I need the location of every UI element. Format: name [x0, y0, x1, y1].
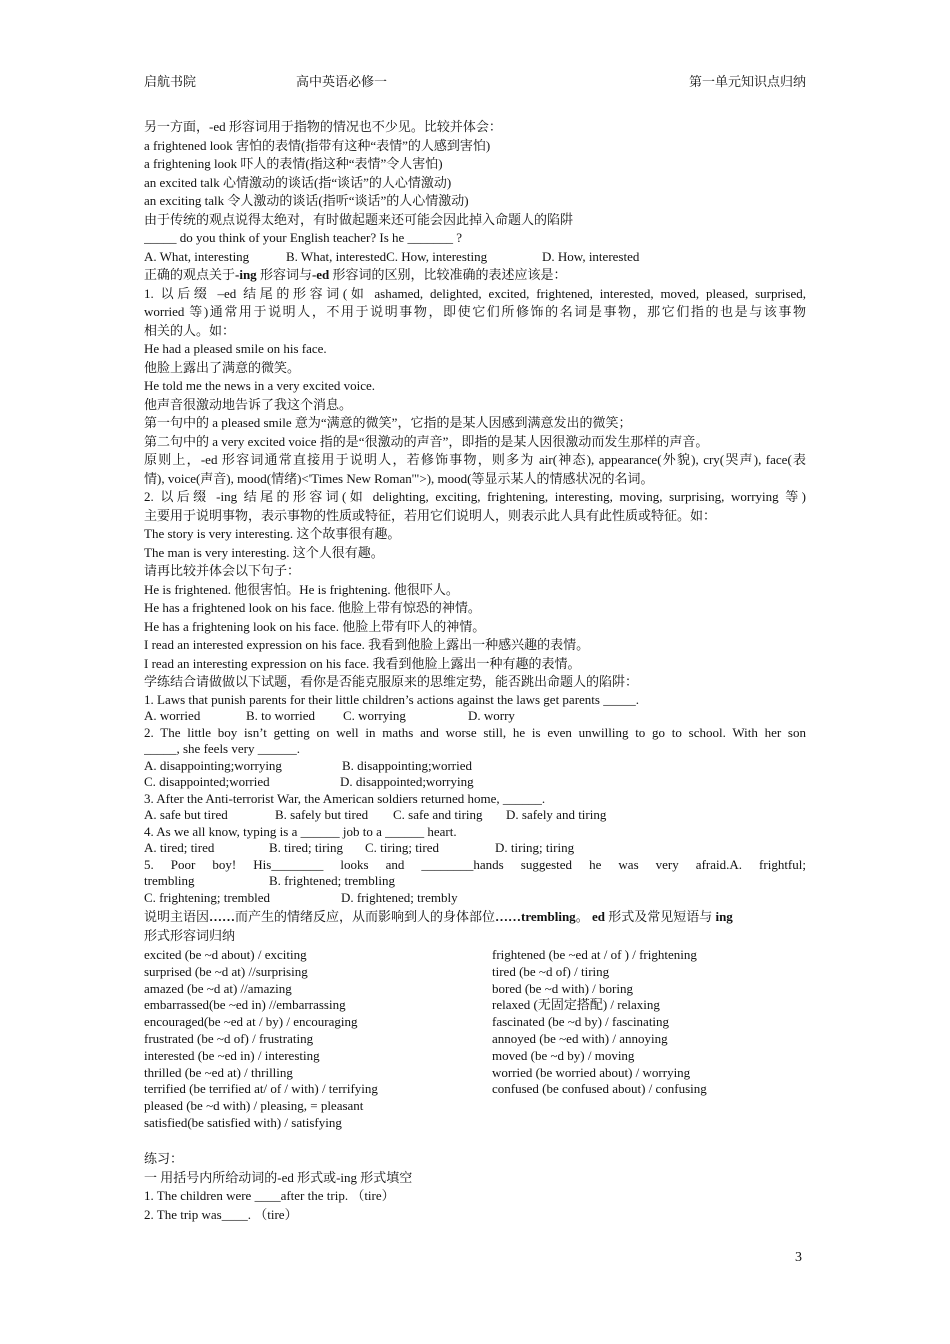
option: D. How, interested [542, 248, 640, 264]
document-body [144, 118, 806, 1224]
exercise-section: 一 用括号内所给动词的-ed 形式或-ing 形式填空 [144, 1169, 413, 1185]
adjective-item: tired (be ~d of) / tiring [492, 963, 610, 979]
text-line: worried 等)通常用于说明人，不用于说明事物，即使它们所修饰的名词是事物，那它们指的也是与该事物 [144, 304, 806, 319]
example-translation: 他脸上露出了满意的微笑。 [144, 359, 301, 375]
question-options [144, 248, 806, 267]
text-line: 第一句中的 a pleased smile 意为“满意的微笑”，它指的是某人因感到满意发出的微笑； [144, 415, 632, 430]
page-number: 3 [795, 1250, 802, 1265]
adjective-item: amazed (be ~d at) //amazing [144, 980, 292, 996]
question-options [144, 840, 806, 857]
header-unit: 第一单元知识点归纳 [688, 74, 806, 89]
option: B. What, interestedC. How, interesting [286, 248, 488, 264]
text-line: 正确的观点关于-ing 形容词与-ed 形容词的区别，比较准确的表述应该是： [144, 267, 567, 282]
adjective-item: terrified (be terrified at/ of / with) / terrifying [144, 1081, 378, 1097]
option: D. disappointed;worrying [340, 774, 474, 789]
adjective-item: frightened (be ~ed at / of ) / frightening [492, 947, 697, 962]
adjective-item: satisfied(be satisfied with) / satisfying [144, 1114, 342, 1130]
option: D. frightened; trembly [341, 889, 458, 905]
option: B. frightened; trembling [269, 873, 396, 888]
text-line: an excited talk 心情激动的谈话(指“谈话”的人心情激动) [144, 174, 452, 190]
option: A. worried [144, 708, 201, 723]
text-line: 由于传统的观点说得太绝对，有时做起题来还可能会因此掉入命题人的陷阱 [144, 211, 574, 227]
summary-line: 说明主语因……而产生的情绪反应，从而影响到人的身体部位……trembling。 ed 形式及常见短语与 ing [144, 909, 733, 924]
example-sentence: I read an interesting expression on his face. 我看到他脸上露出一种有趣的表情。 [144, 655, 581, 671]
text-line: 相关的人。如： [144, 322, 236, 338]
adjective-item: embarrassed(be ~ed in) //embarrassing [144, 997, 346, 1013]
option: B. tired; tiring [269, 840, 344, 855]
adjective-item: surprised (be ~d at) //surprising [144, 963, 308, 979]
option: A. disappointing;worrying [144, 757, 282, 773]
adjective-column-left [144, 947, 378, 1132]
text-line: 原则上，-ed 形容词通常直接用于说明人，若修饰事物，则多为 air(神态), appearance(外貌), cry(哭声), face(表 [144, 452, 806, 467]
option: B. safely but tired [275, 807, 369, 822]
option: C. frightening; trembled [144, 889, 271, 905]
text-line: an exciting talk 令人激动的谈话(指听“谈话”的人心情激动) [144, 193, 469, 208]
header-course: 高中英语必修一 [296, 74, 388, 89]
text-line: 另一方面，-ed 形容词用于指物的情况也不少见。比较并体会： [144, 119, 502, 134]
option: B. disappointing;worried [342, 757, 472, 773]
adjective-item: encouraged(be ~ed at / by) / encouraging [144, 1014, 358, 1030]
option: D. worry [468, 708, 515, 723]
option: trembling [144, 873, 195, 888]
adjective-item: frustrated (be ~d of) / frustrating [144, 1030, 314, 1046]
question-options [144, 708, 806, 725]
option: C. safe and tiring [393, 807, 483, 822]
question-text: 4. As we all know, typing is a ______ job to a ______ heart. [144, 823, 457, 839]
option: A. safe but tired [144, 807, 228, 822]
adjective-item: pleased (be ~d with) / pleasing, = pleasant [144, 1098, 364, 1114]
adjective-item: fascinated (be ~d by) / fascinating [492, 1014, 670, 1030]
example-sentence: The story is very interesting. 这个故事很有趣。 [144, 526, 401, 541]
adjective-item: annoyed (be ~ed with) / annoying [492, 1030, 668, 1046]
exercise-title: 练习： [144, 1151, 184, 1166]
text-line: a frightening look 吓人的表情(指这种“表情”令人害怕) [144, 156, 443, 171]
text-line: 1. 以后缀 –ed 结尾的形容词(如 ashamed, delighted, excited, frightened, interested, moved, pleased, surprised, [144, 285, 806, 301]
text-line: a frightened look 害怕的表情(指带有这种“表情”的人感到害怕) [144, 137, 491, 153]
question-text: 1. Laws that punish parents for their little children’s actions against the laws get parents _____. [144, 691, 639, 707]
option: D. tiring; tiring [495, 840, 575, 855]
option: D. safely and tiring [506, 807, 607, 822]
adjective-item: moved (be ~d by) / moving [492, 1047, 635, 1063]
question-text: 5. Poor boy! His________ looks and ________hands suggested he was very afraid.A. frightful; [144, 856, 806, 872]
exercise-item: 2. The trip was____. （tire） [144, 1206, 298, 1222]
adjective-item: bored (be ~d with) / boring [492, 980, 633, 996]
example-sentence: He has a frightening look on his face. 他脸上带有吓人的神情。 [144, 618, 486, 634]
adjective-item: interested (be ~ed in) / interesting [144, 1047, 320, 1063]
example-sentence: He told me the news in a very excited voice. [144, 378, 376, 393]
option: A. What, interesting [144, 248, 250, 264]
example-sentence: He has a frightened look on his face. 他脸上带有惊恐的神情。 [144, 600, 481, 615]
question-text: _____, she feels very ______. [144, 741, 300, 756]
text-line: 情), voice(声音), mood(情绪)<'Times New Roman'">), mood(等显示某人的情感状况的名词。 [144, 470, 654, 486]
adjective-item: thrilled (be ~ed at) / thrilling [144, 1064, 293, 1080]
example-sentence: He had a pleased smile on his face. [144, 341, 327, 356]
question-options [144, 758, 806, 775]
text-line: 2. 以后缀 -ing 结尾的形容词(如 delighting, exciting, frightening, interesting, moving, surprising, worrying 等) [144, 489, 806, 504]
example-sentence: He is frightened. 他很害怕。He is frightening. 他很吓人。 [144, 581, 459, 597]
text-line: 学练结合请做做以下试题，看你是否能克服原来的思维定势，能否跳出命题人的陷阱： [144, 674, 639, 689]
example-sentence: The man is very interesting. 这个人很有趣。 [144, 544, 384, 560]
header-school: 启航书院 [144, 74, 197, 89]
question-options [144, 890, 806, 907]
option: B. to worried [246, 708, 315, 723]
question-options [144, 807, 806, 824]
adjective-item: excited (be ~d about) / exciting [144, 947, 307, 962]
question-text: _____ do you think of your English teacher? Is he _______ ? [144, 230, 463, 245]
option: C. tiring; tired [365, 840, 440, 855]
text-line: 主要用于说明事物，表示事物的性质或特征，若用它们说明人，则表示此人具有此性质或特征。如： [144, 507, 717, 523]
adjective-item: relaxed (无固定搭配) / relaxing [492, 997, 660, 1013]
example-translation: 他声音很激动地告诉了我这个消息。 [144, 396, 353, 412]
adjective-table [144, 947, 806, 1133]
adjective-item: confused (be confused about) / confusing [492, 1081, 707, 1097]
question-text: 2. The little boy isn’t getting on well in maths and worse still, he is even unwilling to go to school. With her son [144, 724, 806, 740]
option: C. disappointed;worried [144, 774, 270, 789]
question-options [144, 873, 806, 890]
option: A. tired; tired [144, 840, 215, 855]
question-options [144, 774, 806, 791]
adjective-item: worried (be worried about) / worrying [492, 1064, 691, 1080]
question-text: 3. After the Anti-terrorist War, the American soldiers returned home, ______. [144, 790, 546, 806]
example-sentence: I read an interested expression on his face. 我看到他脸上露出一种感兴趣的表情。 [144, 637, 590, 652]
text-line: 请再比较并体会以下句子： [144, 563, 301, 578]
summary-line: 形式形容词归纳 [144, 927, 236, 943]
adjective-column-right [492, 947, 707, 1098]
page-header [144, 73, 806, 91]
exercise-item: 1. The children were ____after the trip. （tire） [144, 1188, 395, 1203]
option: C. worrying [343, 708, 406, 723]
text-line: 第二句中的 a very excited voice 指的是“很激动的声音”，即指的是某人因很激动而发生那样的声音。 [144, 433, 709, 449]
